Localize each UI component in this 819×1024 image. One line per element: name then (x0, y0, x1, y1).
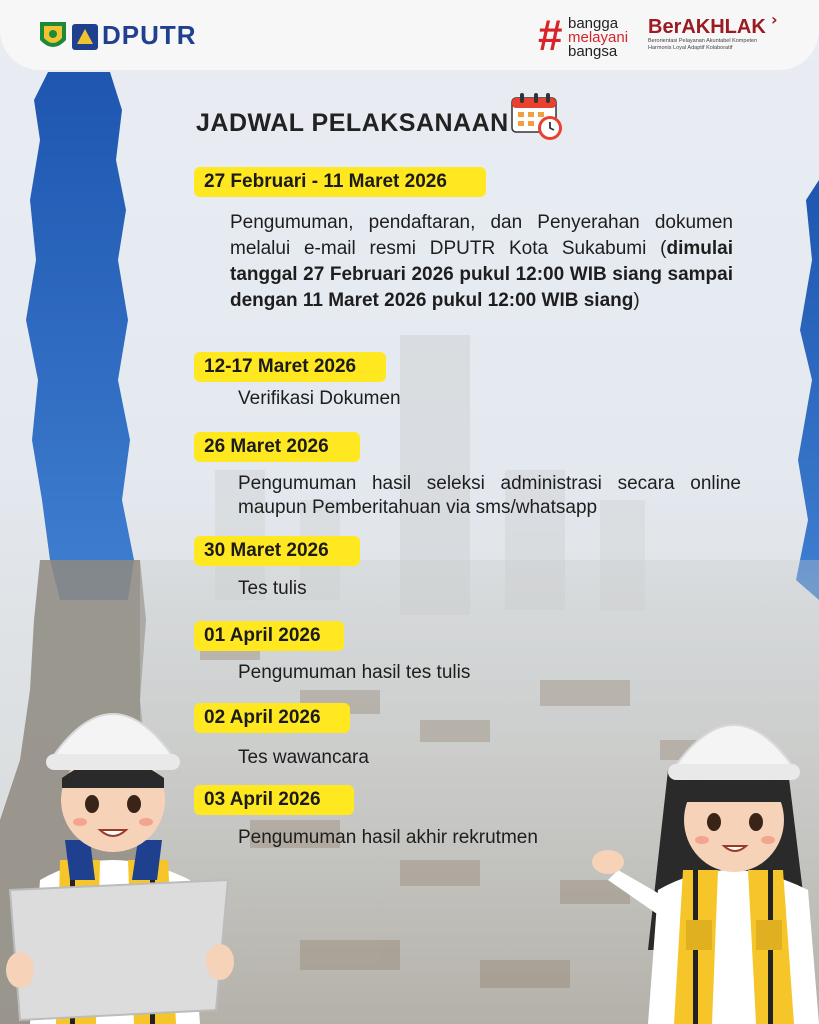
schedule-date-6: 02 April 2026 (194, 703, 350, 733)
female-worker-illustration (578, 690, 819, 1024)
pu-logo-icon (72, 24, 98, 50)
schedule-desc-6: Tes wawancara (238, 747, 369, 768)
schedule-desc-5: Pengumuman hasil tes tulis (238, 662, 471, 683)
schedule-date-2: 12-17 Maret 2026 (194, 352, 386, 382)
schedule-desc-3: Pengumuman hasil seleksi administrasi secara online maupun Pemberitahuan via sms/whatsapp (238, 473, 741, 518)
schedule-date-3: 26 Maret 2026 (194, 432, 360, 462)
schedule-date-4: 30 Maret 2026 (194, 536, 360, 566)
bangga-word-3: bangsa (568, 43, 618, 60)
bangga-word-2: melayani (568, 29, 629, 46)
header-bar (0, 0, 819, 70)
schedule-desc-4: Tes tulis (238, 578, 307, 599)
schedule-date-7: 03 April 2026 (194, 785, 354, 815)
male-worker-illustration (0, 680, 240, 1024)
schedule-desc-1 (230, 210, 733, 314)
schedule-desc-1-part-b: ) (633, 290, 640, 311)
page-title: JADWAL PELAKSANAAN (196, 109, 509, 137)
berakhlak-title: BerAKHLAK (648, 16, 766, 38)
schedule-desc-1-part-a: Pengumuman, pendaftaran, dan Penyerahan dokumen melalui e-mail resmi DPUTR Kota Sukabumi ( (230, 212, 733, 259)
schedule-desc-1-bold: dimulai tanggal 27 Februari 2026 pukul 12:00 WIB siang sampai dengan 11 Maret 2026 pukul 12:00 WIB siang (230, 238, 733, 311)
flag-emblem-icon (38, 20, 68, 54)
bangga-word-1: bangga (568, 15, 619, 32)
bangga-melayani-bangsa-logo (538, 11, 638, 62)
dputr-logo-text: DPUTR (102, 20, 197, 50)
chevron-icon: › (771, 10, 778, 29)
schedule-date-5: 01 April 2026 (194, 621, 344, 651)
schedule-desc-7: Pengumuman hasil akhir rekrutmen (238, 827, 538, 848)
hash-mark: # (538, 11, 563, 60)
calendar-clock-icon (510, 92, 564, 142)
berakhlak-logo (648, 10, 788, 60)
schedule-date-1: 27 Februari - 11 Maret 2026 (194, 167, 486, 197)
schedule-desc-2: Verifikasi Dokumen (238, 388, 401, 409)
berakhlak-tagline: Berorientasi Pelayanan Akuntabel Kompeten Harmonis Loyal Adaptif Kolaboratif (648, 38, 758, 51)
